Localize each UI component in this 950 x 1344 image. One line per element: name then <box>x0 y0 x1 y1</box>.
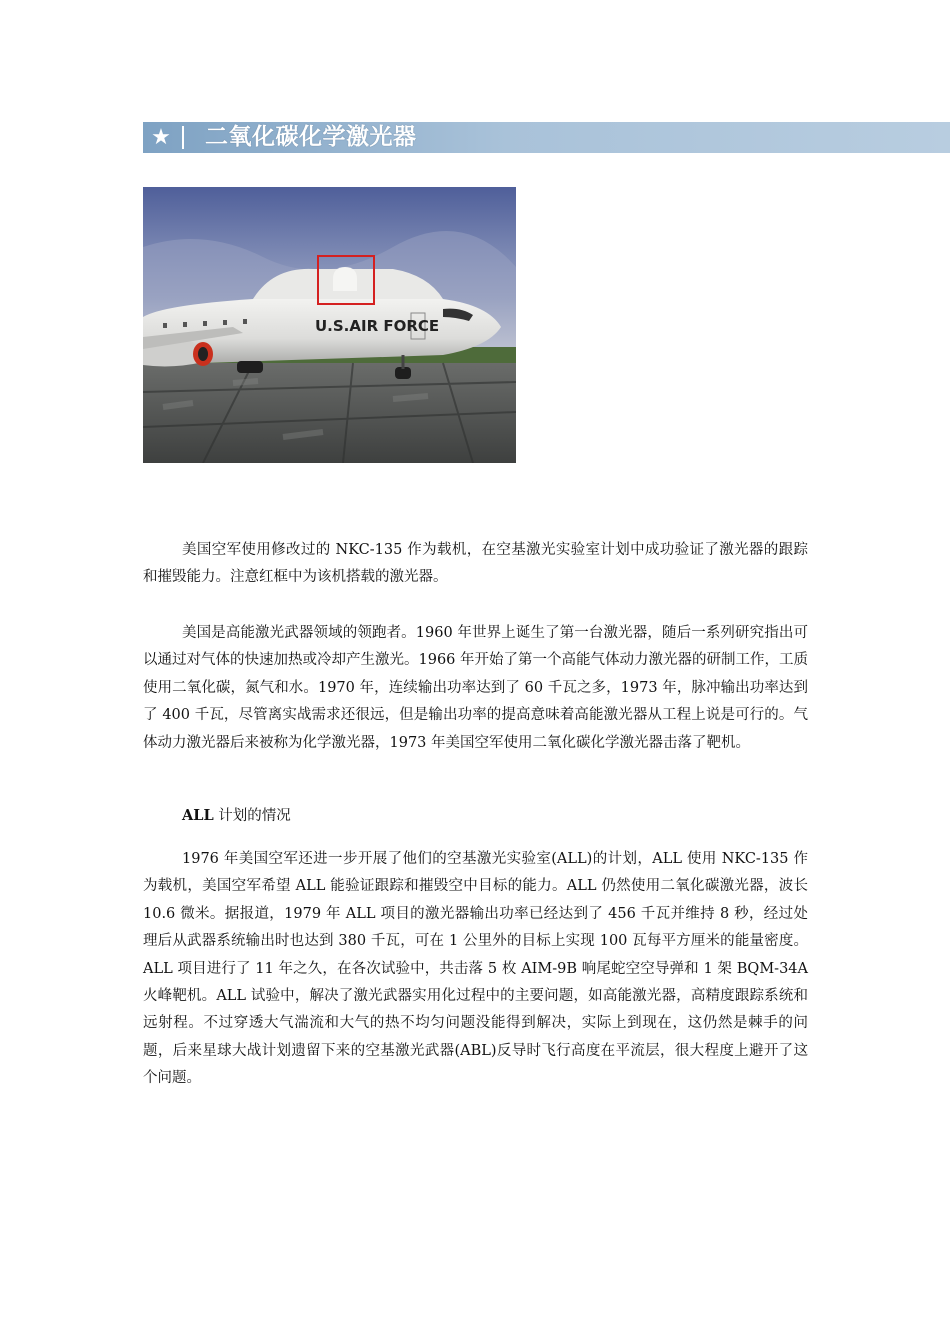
section-title: 二氧化碳化学激光器 <box>205 124 417 150</box>
subheading-bold: ALL <box>182 807 214 824</box>
photo-caption <box>143 537 808 592</box>
section-banner <box>143 122 950 153</box>
subheading <box>182 802 291 830</box>
aircraft-photo <box>143 187 516 463</box>
paragraph-1-text: 美国是高能激光武器领域的领跑者。1960 年世界上诞生了第一台激光器，随后一系列研究指出可以通过对气体的快速加热或冷却产生激光。1966 年开始了第一个高能气体动力激光器的研制工作，工质使用二氧化碳，氮气和水。1970 年，连续输出功率达到了 60 千瓦之多，1973 年，脉冲输出功率达到了 400 千瓦，尽管离实战需求还很远，但是输出功率的提高意味着高能激光器从工程上说是可行的。气体动力激光器后来被称为化学激光器，1973 年美国空军使用二氧化碳化学激光器击落了靶机。 <box>143 625 809 751</box>
paragraph-2-text: 1976 年美国空军还进一步开展了他们的空基激光实验室(ALL)的计划，ALL 使用 NKC-135 作为载机，美国空军希望 ALL 能验证跟踪和摧毁空中目标的能力。ALL 仍然使用二氧化碳激光器，波长 10.6 微米。据报道，1979 年 ALL 项目的激光器输出功率已经达到了 456 千瓦并维持 8 秒，经过处理后从武器系统输出时也达到 380 千瓦，可在 1 公里外的目标上实现 100 瓦每平方厘米的能量密度。ALL 项目进行了 11 年之久，在各次试验中，共击落 5 枚 AIM-9B 响尾蛇空空导弹和 1 架 BQM-34A 火峰靶机。ALL 试验中，解决了激光武器实用化过程中的主要问题，如高能激光器，高精度跟踪系统和远射程。不过穿透大气湍流和大气的热不均匀问题没能得到解决，实际上到现在，这仍然是棘手的问题，后来星球大战计划遗留下来的空基激光武器(ABL)反导时飞行高度在平流层，很大程度上避开了这个问题。 <box>143 851 808 1087</box>
body-paragraph-1 <box>143 620 808 757</box>
banner-divider <box>182 126 184 149</box>
subheading-rest: 计划的情况 <box>213 808 291 824</box>
star-icon: ★ <box>151 125 171 150</box>
fuselage-lettering: U.S.AIR FORCE <box>315 317 440 335</box>
body-paragraph-2 <box>143 846 808 1093</box>
caption-text: 美国空军使用修改过的 NKC-135 作为载机，在空基激光实验室计划中成功验证了激光器的跟踪和摧毁能力。注意红框中为该机搭载的激光器。 <box>143 542 808 586</box>
